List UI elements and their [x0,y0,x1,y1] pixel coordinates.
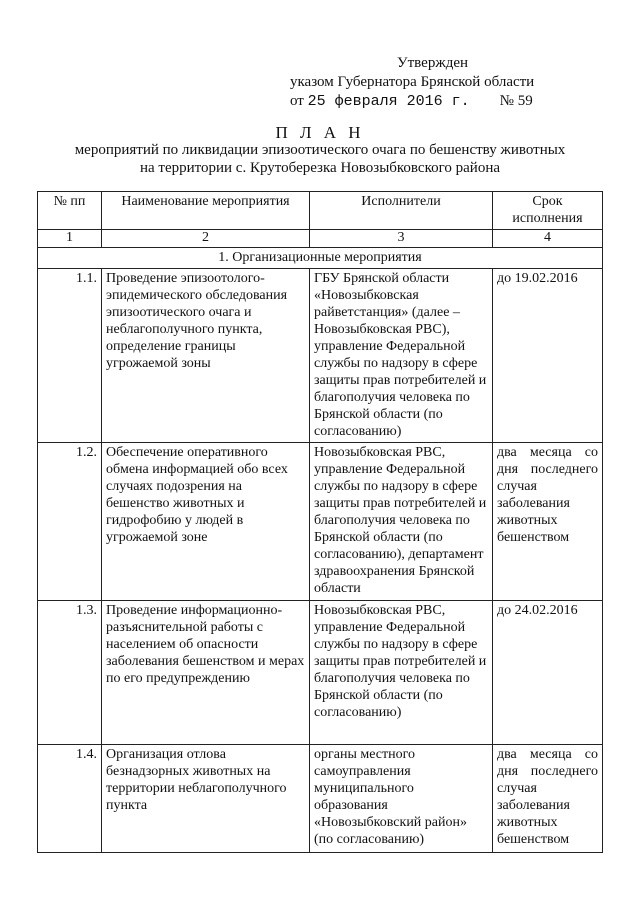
section-title: 1. Организационные мероприятия [38,248,603,269]
section-row [38,248,603,269]
header-term: Срок исполнения [493,192,603,230]
column-number: 3 [310,230,493,248]
header-executors: Исполнители [310,192,493,230]
approval-authority: указом Губернатора Брянской области [290,74,535,90]
document-title: П Л А Н [275,123,365,142]
row-term: до 19.02.2016 [493,269,603,443]
row-executors: Новозыбковская РВС, управление Федеральной службы по надзору в сфере защиты прав потребителей и благополучия человека по Брянской области (по согласованию), департамент здравоохранения Брянской области [310,443,493,601]
row-number: 1.1. [38,269,102,443]
subtitle-line-1: мероприятий по ликвидации эпизоотического очага по бешенству животных [74,142,566,158]
row-term: два месяца со дня последнего случая заболевания животных бешенством [493,745,603,853]
approval-block [290,54,534,111]
row-activity: Проведение эпизоотолого-эпидемического обследования эпизоотического очага и неблагополучного пункта, определение границы угрожаемой зоны [102,269,310,443]
table-header-row [38,192,603,230]
row-activity: Организация отлова безнадзорных животных на территории неблагополучного пункта [102,745,310,853]
column-number: 4 [493,230,603,248]
column-number: 2 [102,230,310,248]
document-subtitle [0,141,640,177]
row-executors: органы местного самоуправления муниципального образования «Новозыбковский район» (по согласованию) [310,745,493,853]
row-number: 1.3. [38,601,102,745]
header-number: № пп [38,192,102,230]
row-number: 1.4. [38,745,102,853]
row-term: два месяца со дня последнего случая заболевания животных бешенством [493,443,603,601]
column-number: 1 [38,230,102,248]
approval-number: № 59 [499,93,533,109]
row-activity: Проведение информационно-разъяснительной работы с населением об опасности заболевания бешенством и мерах по его предупреждению [102,601,310,745]
table-row [38,443,603,601]
approval-label: Утвержден [397,55,469,71]
approval-date-line [290,92,534,111]
approval-date-prefix: от [290,93,308,109]
table-row [38,269,603,443]
approval-date: 25 февраля 2016 г. [307,93,470,110]
header-activity: Наименование мероприятия [102,192,310,230]
row-activity: Обеспечение оперативного обмена информацией обо всех случаях подозрения на бешенство животных и гидрофобию у людей в угрожаемой зоне [102,443,310,601]
table-row [38,601,603,745]
plan-table [37,191,603,853]
row-executors: Новозыбковская РВС, управление Федеральной службы по надзору в сфере защиты прав потребителей и благополучия человека по Брянской области (по согласованию) [310,601,493,745]
row-executors: ГБУ Брянской области «Новозыбковская райветстанция» (далее – Новозыбковская РВС), управление Федеральной службы по надзору в сфере защиты прав потребителей и благополучия человека по Брянской области (по согласованию) [310,269,493,443]
row-term: до 24.02.2016 [493,601,603,745]
subtitle-line-2: на территории с. Крутоберезка Новозыбковского района [139,160,501,176]
table-row [38,745,603,853]
row-number: 1.2. [38,443,102,601]
column-number-row [38,230,603,248]
